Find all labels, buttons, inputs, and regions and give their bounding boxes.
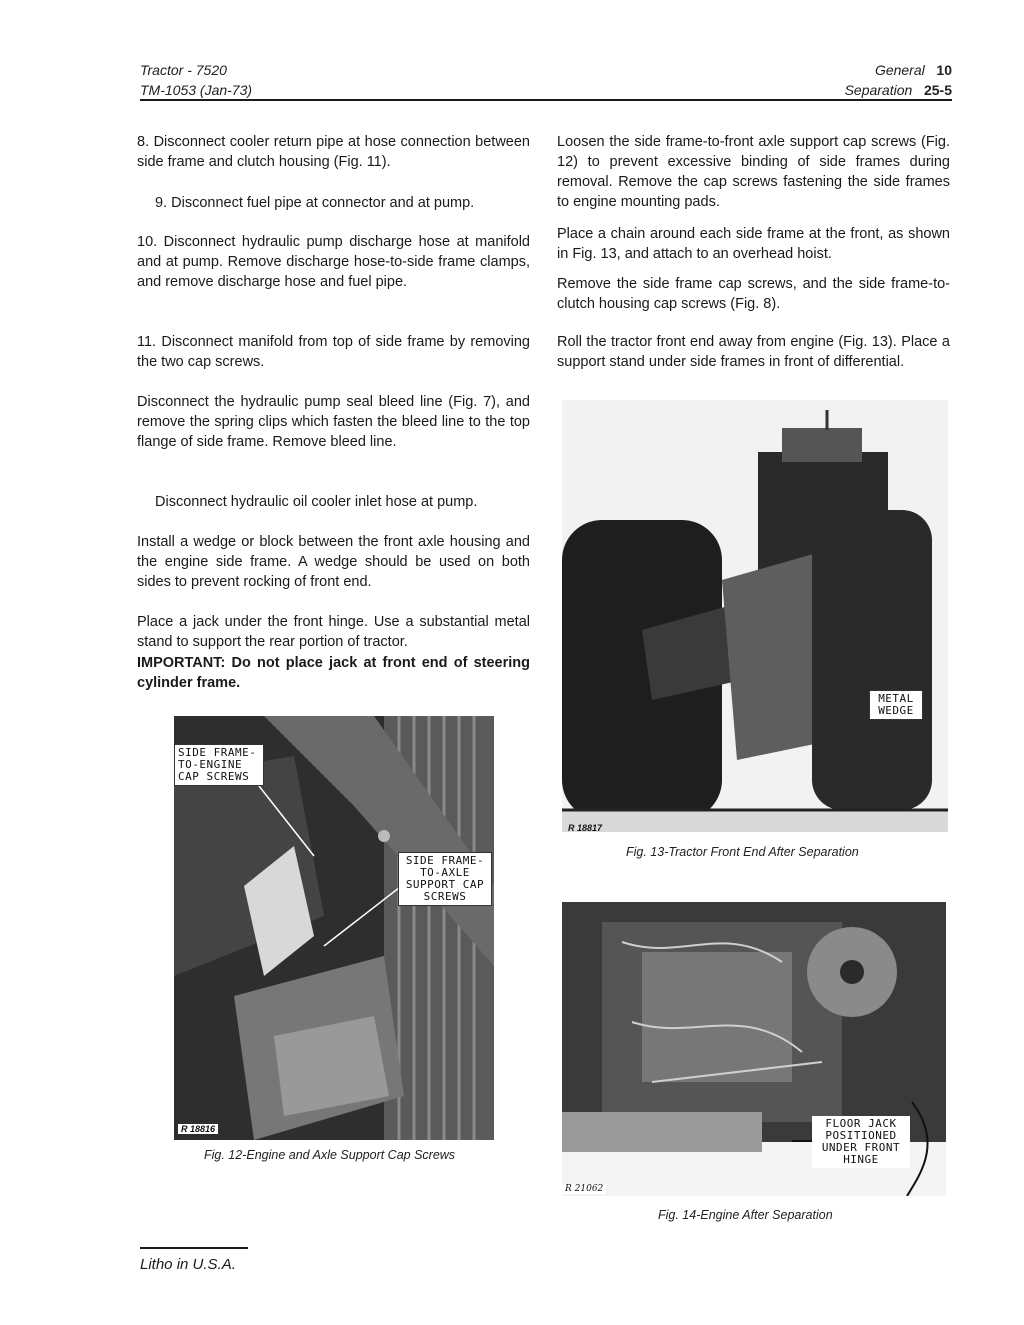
remove-cap-screws-paragraph: Remove the side frame cap screws, and the side frame-to-clutch housing cap screws (Fig. 8).: [557, 276, 950, 312]
header-right: [845, 60, 952, 100]
header-page-number: 25-5: [923, 82, 952, 98]
header-rule: [140, 99, 952, 101]
step-11: 11. Disconnect manifold from top of side frame by removing the two cap screws.: [137, 334, 530, 370]
header-subsection: Separation: [844, 82, 913, 98]
roll-tractor-paragraph: Roll the tractor front end away from engine (Fig. 13). Place a support stand under side frames in front of differential.: [557, 334, 950, 370]
fig13-ref-number: R 18817: [568, 823, 603, 832]
loosen-paragraph: Loosen the side frame-to-front axle support cap screws (Fig. 12) to prevent excessive binding of side frames during removal. Remove the cap screws fastening the side frames to engine mounting pads.: [557, 134, 950, 210]
footer-rule: [140, 1247, 248, 1249]
jack-paragraph: Place a jack under the front hinge. Use a substantial metal stand to support the rear portion of tractor.: [137, 614, 530, 650]
fig14-ref-number: R 21062: [562, 1184, 606, 1194]
step-9: 9. Disconnect fuel pipe at connector and at pump.: [155, 195, 475, 211]
step-10: 10. Disconnect hydraulic pump discharge hose at manifold and at pump. Remove discharge hose-to-side frame clamps, and remove discharge hose and fuel pipe.: [137, 234, 530, 290]
fig12-callout-axle-support-cap-screws: SIDE FRAME- TO-AXLE SUPPORT CAP SCREWS: [398, 852, 492, 906]
fig13-illustration: [562, 400, 948, 832]
chain-paragraph: Place a chain around each side frame at the front, as shown in Fig. 13, and attach to an overhead hoist.: [557, 226, 950, 262]
header-model: Tractor - 7520: [140, 62, 227, 78]
fig14-photo: [562, 902, 946, 1196]
wedge-paragraph: Install a wedge or block between the front axle housing and the engine side frame. A wedge should be used on both sides to prevent rocking of front end.: [137, 534, 530, 590]
cooler-hose-paragraph: Disconnect hydraulic oil cooler inlet hose at pump.: [155, 494, 478, 510]
fig12-callout-engine-cap-screws: SIDE FRAME- TO-ENGINE CAP SCREWS: [174, 744, 264, 786]
important-note: IMPORTANT: Do not place jack at front end of steering cylinder frame.: [137, 655, 530, 691]
bleed-line-paragraph: Disconnect the hydraulic pump seal bleed line (Fig. 7), and remove the spring clips which fasten the bleed line to the top flange of side frame. Remove bleed line.: [137, 394, 530, 450]
header-tm-number: TM-1053 (Jan-73): [140, 82, 253, 98]
fig13-caption: Fig. 13-Tractor Front End After Separation: [626, 845, 859, 859]
fig12-caption: Fig. 12-Engine and Axle Support Cap Screws: [204, 1148, 456, 1162]
fig14-caption: Fig. 14-Engine After Separation: [658, 1208, 833, 1222]
fig12-ref-number: R 18816: [178, 1124, 218, 1134]
fig12-photo: [174, 716, 494, 1140]
header-section-number: 10: [936, 62, 952, 78]
fig13-photo: [562, 400, 948, 832]
header-section: General: [874, 62, 925, 78]
fig14-callout-floor-jack: FLOOR JACK POSITIONED UNDER FRONT HINGE: [812, 1116, 910, 1168]
fig13-callout-metal-wedge: METAL WEDGE: [869, 690, 923, 720]
header-left: [140, 60, 252, 100]
step-8: 8. Disconnect cooler return pipe at hose connection between side frame and clutch housing (Fig. 11).: [137, 134, 530, 170]
footer-litho: Litho in U.S.A.: [140, 1256, 236, 1273]
